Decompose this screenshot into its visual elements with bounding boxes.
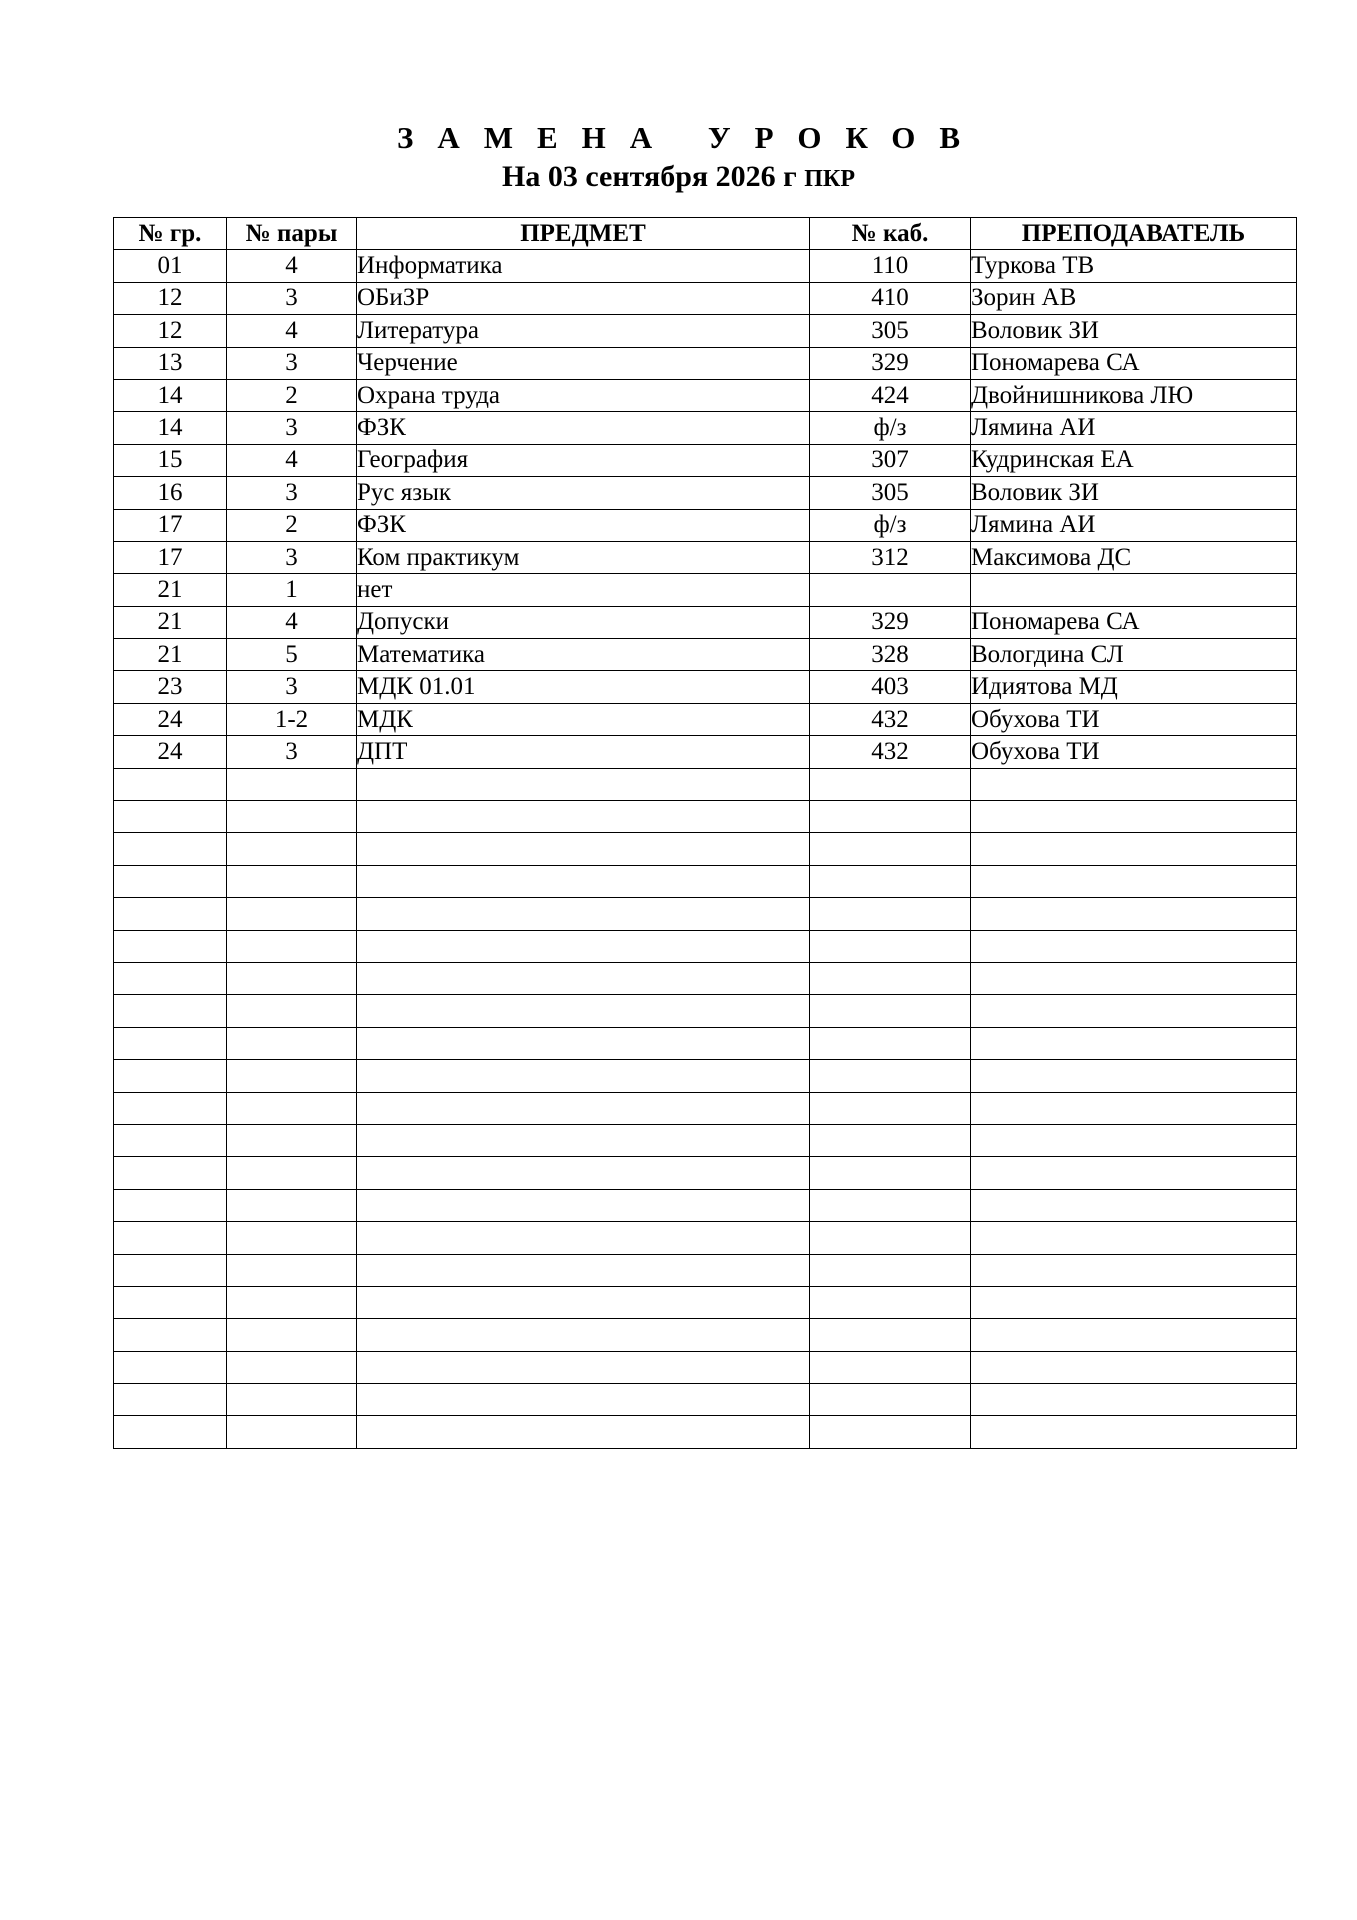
cell-pair: 4 xyxy=(227,250,357,282)
cell-pair xyxy=(227,1222,357,1254)
cell-teacher xyxy=(971,1060,1297,1092)
table-body xyxy=(114,250,1297,1448)
cell-pair: 2 xyxy=(227,509,357,541)
cell-pair: 3 xyxy=(227,412,357,444)
cell-room: 410 xyxy=(810,282,971,314)
cell-subject: ФЗК xyxy=(357,412,810,444)
cell-subject: МДК 01.01 xyxy=(357,671,810,703)
cell-teacher: Туркова ТВ xyxy=(971,250,1297,282)
cell-teacher: Лямина АИ xyxy=(971,509,1297,541)
cell-group xyxy=(114,962,227,994)
cell-subject xyxy=(357,833,810,865)
cell-room xyxy=(810,1351,971,1383)
cell-teacher xyxy=(971,574,1297,606)
table-row xyxy=(114,574,1297,606)
cell-group: 14 xyxy=(114,412,227,444)
cell-room: 403 xyxy=(810,671,971,703)
cell-pair xyxy=(227,930,357,962)
cell-room: 305 xyxy=(810,315,971,347)
cell-teacher xyxy=(971,768,1297,800)
cell-room xyxy=(810,574,971,606)
cell-room xyxy=(810,962,971,994)
cell-teacher xyxy=(971,962,1297,994)
cell-subject: Литература xyxy=(357,315,810,347)
cell-subject: нет xyxy=(357,574,810,606)
cell-group xyxy=(114,1092,227,1124)
cell-pair xyxy=(227,1060,357,1092)
cell-subject: Математика xyxy=(357,639,810,671)
cell-room: 329 xyxy=(810,606,971,638)
table-row xyxy=(114,379,1297,411)
cell-subject xyxy=(357,1254,810,1286)
cell-subject xyxy=(357,768,810,800)
cell-teacher xyxy=(971,1222,1297,1254)
cell-group: 12 xyxy=(114,315,227,347)
cell-group: 16 xyxy=(114,477,227,509)
cell-pair: 4 xyxy=(227,606,357,638)
cell-teacher: Воловик ЗИ xyxy=(971,477,1297,509)
cell-group xyxy=(114,1416,227,1448)
cell-room: 328 xyxy=(810,639,971,671)
cell-pair xyxy=(227,962,357,994)
cell-pair xyxy=(227,1384,357,1416)
cell-room: 110 xyxy=(810,250,971,282)
cell-group xyxy=(114,1222,227,1254)
cell-group xyxy=(114,1384,227,1416)
cell-room xyxy=(810,930,971,962)
cell-room xyxy=(810,995,971,1027)
cell-group xyxy=(114,1351,227,1383)
cell-subject xyxy=(357,865,810,897)
cell-group xyxy=(114,833,227,865)
cell-teacher xyxy=(971,995,1297,1027)
cell-pair xyxy=(227,1319,357,1351)
cell-room xyxy=(810,1189,971,1221)
cell-subject xyxy=(357,1092,810,1124)
cell-teacher: Пономарева СА xyxy=(971,347,1297,379)
table-row xyxy=(114,962,1297,994)
cell-teacher: Обухова ТИ xyxy=(971,736,1297,768)
cell-pair xyxy=(227,833,357,865)
cell-group xyxy=(114,995,227,1027)
cell-teacher: Вологдина СЛ xyxy=(971,639,1297,671)
cell-teacher: Максимова ДС xyxy=(971,541,1297,573)
cell-subject xyxy=(357,1157,810,1189)
cell-subject: Черчение xyxy=(357,347,810,379)
cell-teacher xyxy=(971,1189,1297,1221)
table-row xyxy=(114,671,1297,703)
cell-room xyxy=(810,1124,971,1156)
table-row xyxy=(114,282,1297,314)
cell-pair xyxy=(227,801,357,833)
subtitle-date: На 03 сентября 2026 г xyxy=(502,160,797,193)
cell-teacher: Идиятова МД xyxy=(971,671,1297,703)
table-row xyxy=(114,736,1297,768)
cell-room xyxy=(810,865,971,897)
cell-pair xyxy=(227,1254,357,1286)
cell-subject xyxy=(357,930,810,962)
cell-room: ф/з xyxy=(810,509,971,541)
cell-group xyxy=(114,1027,227,1059)
cell-subject: География xyxy=(357,444,810,476)
table-row xyxy=(114,768,1297,800)
cell-teacher xyxy=(971,1157,1297,1189)
cell-subject xyxy=(357,801,810,833)
cell-room: 432 xyxy=(810,703,971,735)
cell-teacher: Кудринская ЕА xyxy=(971,444,1297,476)
cell-group xyxy=(114,930,227,962)
table-header-row xyxy=(114,218,1297,250)
cell-group: 12 xyxy=(114,282,227,314)
table-row xyxy=(114,250,1297,282)
document-title: ЗАМЕНА УРОКОВ xyxy=(396,120,985,155)
cell-group: 24 xyxy=(114,703,227,735)
cell-room: 329 xyxy=(810,347,971,379)
cell-group: 13 xyxy=(114,347,227,379)
table-row xyxy=(114,995,1297,1027)
cell-subject: ФЗК xyxy=(357,509,810,541)
table-row xyxy=(114,1254,1297,1286)
table-row xyxy=(114,639,1297,671)
cell-teacher xyxy=(971,1254,1297,1286)
cell-pair: 3 xyxy=(227,282,357,314)
cell-pair: 3 xyxy=(227,347,357,379)
cell-teacher: Воловик ЗИ xyxy=(971,315,1297,347)
table-row xyxy=(114,1189,1297,1221)
table-row xyxy=(114,1384,1297,1416)
table-row xyxy=(114,930,1297,962)
cell-pair xyxy=(227,1124,357,1156)
document-subtitle xyxy=(0,158,1357,198)
cell-pair: 2 xyxy=(227,379,357,411)
table-row xyxy=(114,1060,1297,1092)
table-row xyxy=(114,865,1297,897)
cell-group xyxy=(114,898,227,930)
table-row xyxy=(114,1351,1297,1383)
substitution-table xyxy=(113,217,1297,1449)
cell-pair: 1-2 xyxy=(227,703,357,735)
cell-room xyxy=(810,1319,971,1351)
document-header xyxy=(0,118,1357,198)
cell-group: 24 xyxy=(114,736,227,768)
cell-teacher: Двойнишникова ЛЮ xyxy=(971,379,1297,411)
cell-group: 23 xyxy=(114,671,227,703)
cell-pair: 3 xyxy=(227,477,357,509)
cell-group xyxy=(114,1319,227,1351)
cell-subject: ОБиЗР xyxy=(357,282,810,314)
cell-subject xyxy=(357,1351,810,1383)
cell-pair xyxy=(227,1189,357,1221)
cell-pair: 1 xyxy=(227,574,357,606)
cell-teacher xyxy=(971,865,1297,897)
cell-room xyxy=(810,1254,971,1286)
cell-subject xyxy=(357,1027,810,1059)
cell-subject xyxy=(357,1124,810,1156)
table-row xyxy=(114,347,1297,379)
table-row xyxy=(114,1319,1297,1351)
cell-subject xyxy=(357,1286,810,1318)
table-row xyxy=(114,444,1297,476)
cell-subject: Рус язык xyxy=(357,477,810,509)
cell-teacher xyxy=(971,1027,1297,1059)
subtitle-suffix: ПКР xyxy=(804,166,855,192)
cell-room: 424 xyxy=(810,379,971,411)
table-row xyxy=(114,1027,1297,1059)
table-row xyxy=(114,1286,1297,1318)
cell-group xyxy=(114,865,227,897)
cell-subject: Охрана труда xyxy=(357,379,810,411)
table-row xyxy=(114,801,1297,833)
cell-subject xyxy=(357,898,810,930)
cell-room xyxy=(810,1416,971,1448)
cell-group: 01 xyxy=(114,250,227,282)
table-row xyxy=(114,606,1297,638)
cell-teacher xyxy=(971,1319,1297,1351)
cell-teacher xyxy=(971,1124,1297,1156)
cell-pair xyxy=(227,1027,357,1059)
cell-teacher xyxy=(971,898,1297,930)
cell-pair xyxy=(227,865,357,897)
cell-room: 305 xyxy=(810,477,971,509)
cell-pair: 5 xyxy=(227,639,357,671)
cell-room: 432 xyxy=(810,736,971,768)
cell-room xyxy=(810,1027,971,1059)
cell-subject xyxy=(357,1384,810,1416)
cell-group: 21 xyxy=(114,606,227,638)
cell-room xyxy=(810,1060,971,1092)
cell-pair xyxy=(227,768,357,800)
cell-room xyxy=(810,1092,971,1124)
cell-group xyxy=(114,1157,227,1189)
cell-pair xyxy=(227,1351,357,1383)
cell-room: 312 xyxy=(810,541,971,573)
cell-subject xyxy=(357,1416,810,1448)
cell-pair: 4 xyxy=(227,444,357,476)
cell-group: 17 xyxy=(114,541,227,573)
cell-room xyxy=(810,801,971,833)
table-row xyxy=(114,1157,1297,1189)
table-row xyxy=(114,703,1297,735)
cell-group: 14 xyxy=(114,379,227,411)
cell-teacher xyxy=(971,801,1297,833)
table-row xyxy=(114,509,1297,541)
cell-subject xyxy=(357,1189,810,1221)
table-row xyxy=(114,1416,1297,1448)
cell-room xyxy=(810,1384,971,1416)
cell-subject xyxy=(357,1222,810,1254)
column-header-room: № каб. xyxy=(810,218,971,250)
cell-teacher xyxy=(971,1351,1297,1383)
cell-subject xyxy=(357,1060,810,1092)
table-row xyxy=(114,412,1297,444)
cell-room xyxy=(810,1286,971,1318)
cell-group: 21 xyxy=(114,574,227,606)
cell-teacher xyxy=(971,1092,1297,1124)
cell-room xyxy=(810,768,971,800)
cell-subject: Ком практикум xyxy=(357,541,810,573)
cell-room xyxy=(810,898,971,930)
column-header-subject: ПРЕДМЕТ xyxy=(357,218,810,250)
cell-pair xyxy=(227,995,357,1027)
cell-group: 17 xyxy=(114,509,227,541)
cell-pair xyxy=(227,1286,357,1318)
cell-group: 21 xyxy=(114,639,227,671)
table-row xyxy=(114,833,1297,865)
table-row xyxy=(114,898,1297,930)
cell-pair: 3 xyxy=(227,736,357,768)
cell-room xyxy=(810,1157,971,1189)
table-row xyxy=(114,477,1297,509)
cell-room: ф/з xyxy=(810,412,971,444)
table-row xyxy=(114,315,1297,347)
cell-group xyxy=(114,768,227,800)
table-row xyxy=(114,1092,1297,1124)
cell-teacher: Пономарева СА xyxy=(971,606,1297,638)
cell-teacher xyxy=(971,1286,1297,1318)
table-row xyxy=(114,541,1297,573)
cell-teacher: Зорин АВ xyxy=(971,282,1297,314)
cell-subject: Допуски xyxy=(357,606,810,638)
cell-pair: 3 xyxy=(227,671,357,703)
cell-room xyxy=(810,833,971,865)
cell-group xyxy=(114,1124,227,1156)
cell-teacher xyxy=(971,1416,1297,1448)
cell-teacher xyxy=(971,930,1297,962)
cell-pair: 3 xyxy=(227,541,357,573)
table-row xyxy=(114,1124,1297,1156)
cell-group xyxy=(114,1254,227,1286)
cell-room xyxy=(810,1222,971,1254)
cell-group xyxy=(114,1060,227,1092)
cell-pair xyxy=(227,898,357,930)
cell-group: 15 xyxy=(114,444,227,476)
cell-subject xyxy=(357,995,810,1027)
table-row xyxy=(114,1222,1297,1254)
cell-subject xyxy=(357,1319,810,1351)
cell-teacher: Лямина АИ xyxy=(971,412,1297,444)
cell-room: 307 xyxy=(810,444,971,476)
cell-group xyxy=(114,1286,227,1318)
cell-group xyxy=(114,1189,227,1221)
column-header-teacher: ПРЕПОДАВАТЕЛЬ xyxy=(971,218,1297,250)
cell-teacher: Обухова ТИ xyxy=(971,703,1297,735)
cell-pair xyxy=(227,1416,357,1448)
cell-pair xyxy=(227,1092,357,1124)
cell-subject: Информатика xyxy=(357,250,810,282)
cell-subject: ДПТ xyxy=(357,736,810,768)
cell-group xyxy=(114,801,227,833)
column-header-pair: № пары xyxy=(227,218,357,250)
column-header-group: № гр. xyxy=(114,218,227,250)
cell-subject xyxy=(357,962,810,994)
cell-pair: 4 xyxy=(227,315,357,347)
cell-subject: МДК xyxy=(357,703,810,735)
cell-teacher xyxy=(971,833,1297,865)
cell-pair xyxy=(227,1157,357,1189)
cell-teacher xyxy=(971,1384,1297,1416)
